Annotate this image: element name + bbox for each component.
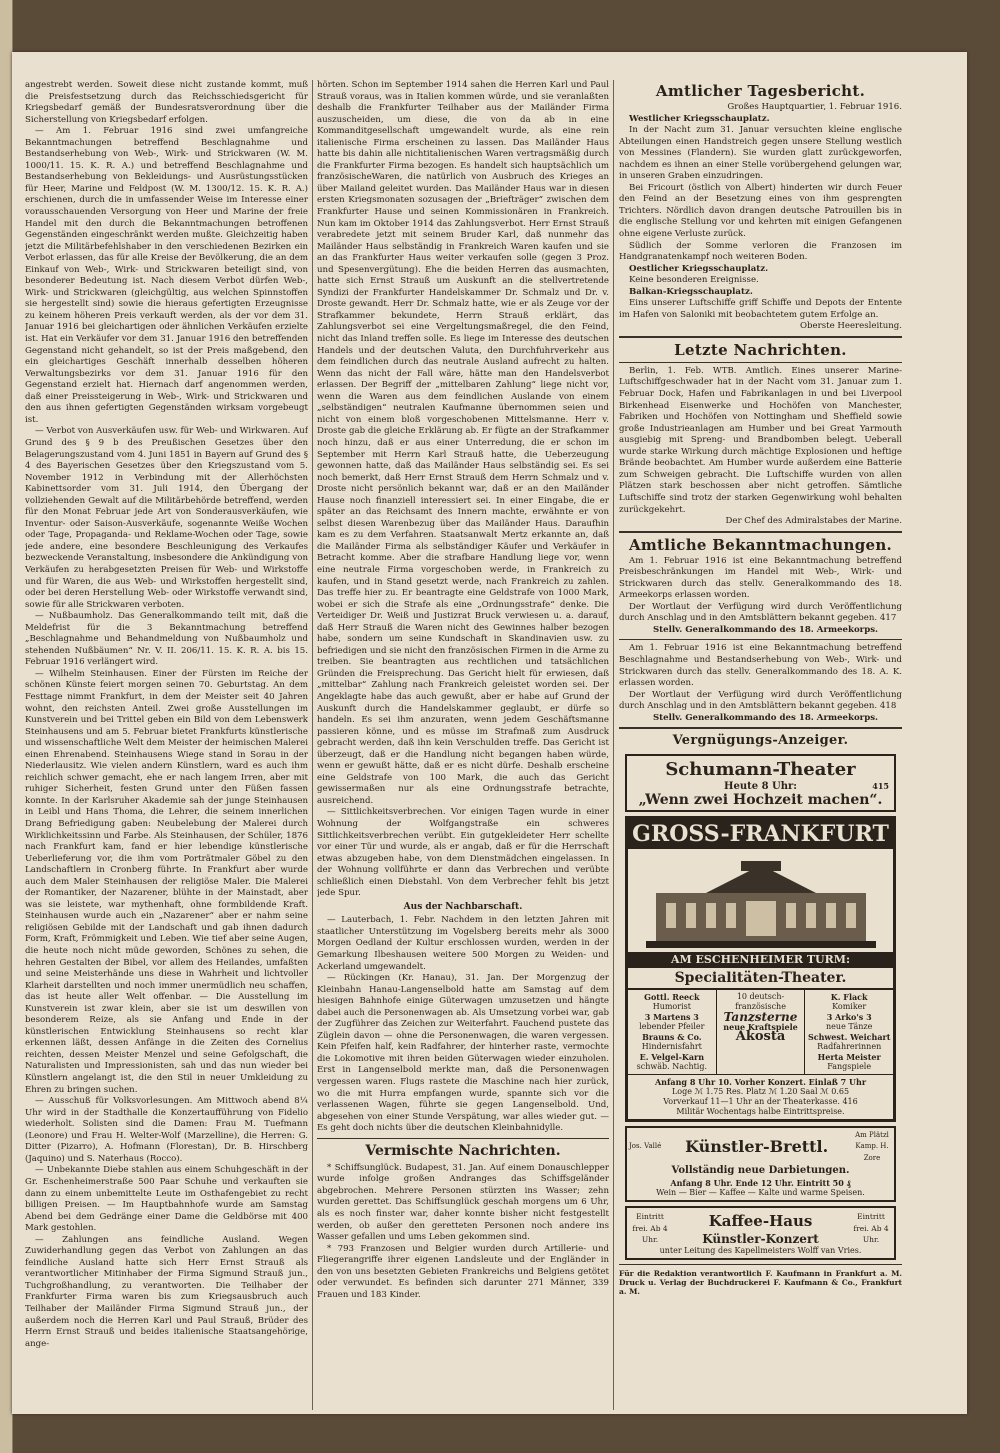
imprint: Für die Redaktion verantwortlich F. Kaufmann in Frankfurt a. M. Druck u. Verlag der Buchdruckerei F. Kaufmann & Co., Frankfurt a. M.	[619, 1269, 902, 1297]
ad-schumann-theater	[625, 754, 896, 812]
section-heading: Amtliche Bekanntmachungen.	[628, 535, 893, 554]
article-text: Keine besonderen Ereignisse.	[629, 275, 759, 286]
divider	[619, 531, 902, 533]
column-middle	[317, 80, 609, 1414]
article-text: — Unbekannte Diebe stahlen aus einem Schuhgeschäft in der Gr. Eschenheimerstraße 500 Paar Schuhe und verkauften sie dann zu einem unbemittelte Leute im Osthafengebiet zu recht billigen Preisen. — Im Hauptbahnhofe wurde am Samstag Abend bei dem Gedränge einer Dame die Geldbörse mit 400 Mark gestohlen.	[25, 1165, 308, 1234]
article-text: Südlich der Somme verloren die Franzosen im Handgranatenkampf noch weiteren Boden.	[619, 240, 902, 263]
ad-location: AM ESCHENHEIMER TURM:	[628, 952, 893, 968]
newspaper-page	[12, 52, 967, 1414]
act: Gottl. Reeck	[644, 991, 700, 1002]
ad-play: „Wenn zwei Hochzeit machen“.	[638, 791, 883, 808]
program-center	[717, 990, 806, 1074]
act-desc: lebender Pfeiler	[639, 1021, 705, 1031]
article-text: Berlin, 1. Feb. WTB. Amtlich. Eines unserer Marine-Luftschiffgeschwader hat in der Nacht vom 31. Januar zum 1. Februar Dock, Hafen und Fabrikanlagen in und bei Liverpool Birkenhead Eisenwerke und Hochöfen von Manchester, Fabriken und Hochöfen von Nottingham und Sheffield sowie große Industrieanlagen am Humber und bei Great Yarmouth ausgiebig mit Spreng- und Brandbomben belegt. Ueberall wurde starke Wirkung durch mächtige Explosionen und heftige Brände beobachtet. Am Humber wurde außerdem eine Batterie zum Schweigen gebracht. Die Luftschiffe wurden von allen Plätzen stark beschossen aber nicht getroffen. Sämtliche Luftschiffe sind trotz der starken Gegenwirkung wohl behalten zurückgekehrt.	[619, 365, 902, 515]
act-desc: 10 deutsch-französische	[735, 991, 786, 1011]
program-right	[805, 990, 893, 1074]
ad-subtitle: Künstler-Konzert	[702, 1232, 819, 1247]
notice-text: Am 1. Februar 1916 ist eine Bekanntmachung betreffend Preisbeschränkungen im Handel mit Web-, Wirk- und Strickwaren durch das stellv. Generalkommando des 18. Armeekorps erlassen worden.	[619, 555, 902, 601]
article-text: — Am 1. Februar 1916 sind zwei umfangreiche Bekanntmachungen betreffend Beschlagnahme und Bestandserhebung von Web-, Wirk- und Strickwaren (W. M. 1000/11. 15. K. R. A.) und betreffend Beschlagnahme und Bestandserhebung von Bekleidungs- und Ausrüstungsstücken für Heer, Marine und Feldpost (W. M. 1300/12. 15. K. R. A.) erschienen, durch die in umfassender Weise im Interesse einer vorausschauenden Versorgung von Heer und Marine der freie Handel mit den durch die Bekanntmachungen betroffenen Gegenständen eingeschränkt werden mußte. Gleichzeitig haben jetzt die Militärbefehlshaber in den verschiedenen Bezirken ein Verbot erlassen, das für alle Kreise der Bevölkerung, die an dem Einkauf von Web-, Wirk- und Strickwaren beteiligt sind, von besonderer Bedeutung ist. Nach diesem Verbot dürfen Web-, Wirk- und Strickwaren (gleichgültig, aus welchen Spinnstoffen sie hergestellt sind) sowie die hieraus gefertigten Erzeugnisse zu keinem höheren Preis verkauft werden, als der vor dem 31. Januar 1916 bei gleichartigen oder ähnlichen Verkäufen erzielte ist. Hat ein Verkäufer vor dem 31. Januar 1916 den betreffenden Gegenstand nicht gehandelt, so ist der Preis maßgebend, den ein gleichartiges Geschäft innerhalb desselben höheren Verwaltungsbezirks vor dem 31. Januar 1916 für den Gegenstand erzielt hat. Hiernach darf angenommen werden, daß einer Preissteigerung in Web-, Wirk- und Strickwaren und den aus ihnen gefertigten Gegenständen wirksam vorgebeugt ist.	[25, 126, 308, 425]
ad-military: Militär Wochentags halbe Eintrittspreise.	[676, 1106, 845, 1116]
article-text: — Sittlichkeitsverbrechen. Vor einigen Tagen wurde in einer Wohnung der Wolfgangstraße ein schweres Sittlichkeitsverbrechen verübt. Ein gutgekleideter Herr schellte vor einer Tür und wurde, als er angab, daß er für die Herrschaft etwas abzugeben habe, von dem Dienstmädchen eingelassen. In der Wohnung vollführte er dann das Verbrechen und verübte schließlich einen Diebstahl. Von dem Verbrecher fehlt bis jetzt jede Spur.	[317, 807, 609, 899]
ad-time-row	[630, 781, 891, 793]
ad-prices: Loge ℳ 1.75 Res. Platz ℳ 1.20 Saal ℳ 0.65	[671, 1086, 850, 1096]
article-text: — Zahlungen ans feindliche Ausland. Wegen Zuwiderhandlung gegen das Verbot von Zahlungen an das feindliche Ausland hatte sich Herr Ernst Strauß als verantwortlicher Mitinhaber der Firma Sigmund Strauß jun., Tuchgroßhandlung, zu verantworten. Die Teilhaber der Frankfurter Firma waren bis zum Kriegsausbruch auch Teilhaber der Mailänder Firma Sigmund Strauß jun., der außerdem noch die Herren Karl und Paul Strauß, Brüder des Herrn Ernst Strauß und beides italienische Staatsangehörige, ange-	[25, 1234, 308, 1349]
act: E. Velgel-Karn	[639, 1051, 705, 1062]
section-heading: Aus der Nachbarschaft.	[403, 901, 523, 912]
ad-kaffee-haus	[625, 1206, 896, 1260]
ad-presale: Vorverkauf 11—1 Uhr an der Theaterkasse. 416	[663, 1096, 858, 1106]
ad-title: Künstler-Brettl.	[685, 1137, 829, 1157]
act: Herta Meister	[817, 1051, 881, 1062]
act-desc: Fangspiele	[827, 1061, 872, 1071]
section-heading: Vermischte Nachrichten.	[365, 1142, 561, 1159]
notice-text: Der Wortlaut der Verfügung wird durch Veröffentlichung durch Anschlag und in den Amtsblättern bekannt gegeben. 418	[619, 689, 902, 712]
act: K. Flack	[830, 991, 868, 1002]
subheading: Balkan-Kriegsschauplatz.	[629, 286, 753, 297]
theater-building-icon	[646, 853, 876, 948]
ad-kuenstler-brettl	[625, 1126, 896, 1203]
ad-title: Schumann-Theater	[665, 759, 856, 781]
program-left	[628, 990, 717, 1074]
column-rule	[613, 80, 614, 1410]
notice-text: Der Wortlaut der Verfügung wird durch Veröffentlichung durch Anschlag und in den Amtsblättern bekannt gegeben. 417	[619, 601, 902, 624]
act: Brauns & Co.	[642, 1031, 702, 1042]
act: Akosta	[735, 1028, 786, 1044]
column-left	[25, 80, 308, 1414]
article-text: Eins unserer Luftschiffe griff Schiffe und Depots der Entente im Hafen von Saloniki mit beobachtetem gutem Erfolge an.	[619, 298, 902, 320]
column-rule	[312, 80, 313, 1410]
article-text: — Lauterbach, 1. Febr. Nachdem in den letzten Jahren mit staatlicher Unterstützung im Vogelsberg bereits mehr als 3000 Morgen Oedland der Kultur erschlossen wurden, werden in der Gemarkung Ilbeshausen weitere 500 Morgen zu Weiden- und Ackerland umgewandelt.	[317, 915, 609, 972]
subheading: Oestlicher Kriegsschauplatz.	[629, 263, 769, 274]
article-text: — Nußbaumholz. Das Generalkommando teilt mit, daß die Meldefrist für die 3 Bekanntmachung betreffend „Beschlagnahme und Behandmeldung von Nußbaumholz und stehenden Nußbäumen“ Nr. V. II. 206/11. 15. K. R. A. bis 15. Februar 1916 verlängert wird.	[25, 611, 308, 668]
divider	[619, 336, 902, 338]
divider	[317, 1138, 609, 1139]
act-desc: schwäb. Nachtig.	[636, 1061, 708, 1071]
ad-subtitle: Specialitäten-Theater.	[628, 968, 893, 990]
notice-text: Am 1. Februar 1916 ist eine Bekanntmachung betreffend Beschlagnahme und Bestandserhebung von Web-, Wirk- und Strickwaren durch das stellv. Generalkommando des 18. A. K. erlassen worden.	[619, 643, 902, 689]
section-heading: Vergnügungs-Anzeiger.	[672, 733, 849, 749]
act: Schwest. Weichart	[807, 1031, 891, 1042]
program-grid	[628, 990, 893, 1074]
divider	[619, 639, 902, 640]
article-text: — Ausschuß für Volksvorlesungen. Am Mittwoch abend 8¼ Uhr wird in der Stadthalle die Konzertaufführung von Fidelio wiederholt. Solisten sind die Damen: Frau M. Tuefmann (Leonore) und Frau H. Welter-Wolf (Marzelline), die Herren: G. Ditter (Pizarro), A. Hofmann (Florestan), Dr. B. Hirschberg (Jaquino) und S. Naterhaus (Rocco).	[25, 1096, 308, 1164]
act: 3 Martens 3	[644, 1011, 699, 1022]
ad-title: Kaffee-Haus	[708, 1212, 813, 1231]
article-text: * 793 Franzosen und Belgier wurden durch Artillerie- und Fliegerangriffe ihrer eigenen Landsleute und der Engländer in den von uns besetzten Gebieten Frankreichs und Belgiens getötet oder verwundet. Es befinden sich darunter 271 Männer, 339 Frauen und 183 Kinder.	[317, 1243, 609, 1300]
notice-issuer: Stellv. Generalkommando des 18. Armeekorps.	[652, 712, 879, 723]
ad-title: GROSS-FRANKFURT	[628, 819, 893, 849]
ad-admission: Eintritt frei. Ab 4 Uhr.	[632, 1212, 668, 1245]
ad-admission: Eintritt frei. Ab 4 Uhr.	[853, 1212, 889, 1245]
ad-footer	[628, 1074, 893, 1119]
notice-issuer: Stellv. Generalkommando des 18. Armeekorps.	[652, 624, 879, 635]
section-heading: Amtlicher Tagesbericht.	[655, 82, 866, 100]
article-text: hörten. Schon im September 1914 sahen die Herren Karl und Paul Strauß voraus, was in Italien kommen würde, und sie veranlaßten deshalb die Frankfurter Teilhaber aus der Mailänder Firma auszuscheiden, um diese, die von da ab in eine Kommanditgesellschaft umgewandelt wurde, als eine rein italienische Firma erscheinen zu lassen. Das Mailänder Haus hatte bis dahin alle nichtitalienischen Waren vertragsmäßig durch die Frankfurter Firma bezogen. Es handelt sich hauptsächlich um französischeWaren, die natürlich von Ausbruch des Krieges an über Mailand geleitet wurden. Das Mailänder Haus war in diesen ersten Kriegsmonaten sozusagen der „Briefträger“ zwischen dem Frankfurter Hause und seinen Kommissionären in Frankreich. Nun kam im Oktober 1914 das Zahlungsverbot. Herr Ernst Strauß verabredete jetzt mit seinem Bruder Karl, daß nunmehr das Mailänder Haus selbständig in Frankreich Waren kaufen und sie an das Frankfurter Haus weiter verkaufen solle (gegen 3 Proz. und Spesenvergütung). Ehe die beiden Herren das ausmachten, hatte sich Ernst Strauß um Auskunft an die stellvertretende Syndizi der Frankfurter Handelskammer Dr. Schmalz und Dr. v. Droste gewandt. Herr Dr. Schmalz hatte, wie er als Zeuge vor der Strafkammer bekundete, Herrn Strauß erklärt, das Zahlungsverbot sei eine Vergeltungsmaßregel, die den Feind, nicht das Inland treffen solle. Es liege im Interesse des deutschen Handels und der deutschen Valuta, den Durchfuhrverkehr aus dem feindlichen durch das neutrale Ausland aufrecht zu halten. Wenn das nicht der Fall wäre, hätte man den Handelsverbot erlassen. Der Begriff der „mittelbaren Zahlung“ liege nicht vor, wenn die Waren aus dem feindlichen Auslande von einem „selbständigen“ neutralen Kaufmanne übernommen seien und nicht von einem bloß vorgeschobenen Mittelsmanne. Herr v. Droste gab die gleiche Erklärung ab. Er fügte an der Strafkammer noch hinzu, daß er aus einer Unterredung, die er schon im September mit Herrn Karl Strauß hatte, die Ueberzeugung gewonnen hatte, daß das Mailänder Haus selbständig sei. Es sei noch bemerkt, daß Herr Ernst Strauß dem Herrn Schmalz und v. Droste nicht persönlich bekannt war, daß er an den Mailänder Hause noch finanziell interessiert sei. In einer Eingabe, die er später an das Reichsamt des Innern machte, erwähnte er von selbst diesen Warenbezug über das Mailänder Haus. Daraufhin kam es zu dem Verfahren. Staatsanwalt Mertz erkannte an, daß die Mailänder Firma als selbständiger Käufer und Verkäufer in Betracht komme. Aber die strafbare Handlung liege vor, wenn eine neutrale Firma vorgeschoben werde, in Frankreich zu kaufen, und in Stand gesetzt werde, nach Frankreich zu zahlen. Das treffe hier zu. Er beantragte eine Geldstrafe von 1000 Mark, wobei er sich die Strafe als eine „Ordnungsstrafe“ denke. Die Verteidiger Dr. Weiß und Justizrat Bruck verwiesen u. a. darauf, daß Herr Strauß die Waren nicht des Gewinnes halber bezogen habe, sondern um seine Kundschaft in Skandinavien usw. zu befriedigen und sie nicht den französischen Firmen in die Arme zu treiben. Sie beantragten aus rechtlichen und tatsächlichen Gründen die Freisprechung. Das Gericht hielt für erwiesen, daß „mittelbar“ Zahlung nach Frankreich geleistet worden sei. Der Angeklagte habe das auch gewußt, aber er habe auf Grund der Auskunft durch die Handelskammer geglaubt, er dürfe so handeln. Es sei ihm anzuraten, wenn jedem Geschäftsmanne passieren könne, und es müsse im Strafmaß zum Ausdruck gebracht werden, daß ihn kein Verschulden treffe. Das Gericht ist überzeugt, daß er die Handlung nicht begangen haben würde, wenn er gewußt hätte, daß er es nicht dürfe. Deshalb erscheine eine Geldstrafe von 100 Mark, die auch das Gericht gewissermaßen nur als eine Ordnungsstrafe betrachte, ausreichend.	[317, 80, 609, 806]
article-text: Bei Fricourt (östlich von Albert) hinderten wir durch Feuer den Feind an der Besetzung eines von ihm gesprengten Trichters. Nördlich davon drangen deutsche Patrouillen bis in die englische Stellung vor und kehrten mit einigen Gefangenen ohne eigene Verluste zurück.	[619, 182, 902, 240]
article-text: angestrebt werden. Soweit diese nicht zustande kommt, muß die Preisfestsetzung durch das Reichsschiedsgericht für Kriegsbedarf gemäß der Bundesratsverordnung über die Sicherstellung von Kriegsbedarf erfolgen.	[25, 80, 308, 125]
article-text: — Wilhelm Steinhausen. Einer der Fürsten im Reiche der schönen Künste feiert morgen seinen 70. Geburtstag. An dem Festtage nimmt Frankfurt, in dem der Meister seit 40 Jahren wohnt, den reichsten Anteil. Zwei große Ausstellungen im Kunstverein und bei Trittel geben ein Bild von dem Lebenswerk Steinhausens und am 5. Februar bietet Frankfurts künstlerische und wissenschaftliche Welt dem Meister der heimischen Malerei einen Ehrenabend. Steinhausens Wiege stand in Sorau in der Niederlausitz. Wie vielen andern Künstlern, ward es auch ihm reichlich schwer gemacht, ehe er nach langem Irren, aber mit ruhiger Sicherheit, festen Grund unter den Füßen fassen konnte. In der Karlsruher Akademie sah der junge Steinhausen in Leibl und Hans Thoma, die Lehrer, die seinem innerlichen Drang Befriedigung gaben: Neubelebung der Malerei durch Wirklichkeitssinn und Farbe. Als Steinhausen, der Schüler, 1876 nach Frankfurt kam, fand er hier lebendige künstlerische Ueberlieferung vor, die ihm vom Porträtmaler Göbel zu den Landschaftlern in Cronberg führte. In Frankfurt aber wurde auch dem Maler Steinhausen der religiöse Maler. Die Malerei der Romantiker, der Nazarener, blühte in der Mainstadt, aber was sie leistete, war mythenhaft, ohne formbildende Kraft. Steinhausen wurde auch ein „Nazarener“ aber er nahm seine religiösen Gebilde mit der Landschaft und gab ihnen dadurch Form, Kraft, Frömmigkeit und Leben. Wie tief aber seine Augen, die heute noch nicht müde geworden, Schönes zu sehen, die hehren Gestalten der Bibel, vor allem des Heilandes, umfaßten und seine Meisterhände uns diese in Wahrheit und lichtvoller Klarheit darstellten und noch immer unermüdlich neu schaffen, das ist heute aller Welt offenbar. — Die Ausstellung im Kunstverein ist zwar klein, aber sie ist um deswillen von besonderem Reize, als sie Anfang und Ende in der künstlerischen Entwicklung Steinhausens so recht klar erkennen läßt, dessen Anfänge in die Zeiten des Cornelius reichten, dessen Meister Menzel und seine Gefolgschaft, die Naturalisten und Impressionisten, sah und das nun wieder bei Künstlern angelangt ist, die den Stil in neuer Umkleidung zu Ehren zu bringen suchen.	[25, 668, 308, 1095]
dateline: Großes Hauptquartier, 1. Februar 1916.	[727, 102, 902, 112]
ad-number: 415	[872, 781, 889, 792]
subheading: Westlicher Kriegsschauplatz.	[629, 113, 770, 124]
act: Tanzsterne	[723, 1009, 798, 1024]
article-text: In der Nacht zum 31. Januar versuchten kleine englische Abteilungen einen Handstreich gegen unsere Stellung westlich von Messines (Flandern). Sie wurden glatt zurückgeworfen, nachdem es ihnen an einer Stelle vorübergehend gelungen war, in unseren Graben einzudringen.	[619, 125, 902, 182]
column-right	[619, 80, 902, 1414]
theater-building-illustration	[646, 853, 876, 948]
article-text: * Schiffsunglück. Budapest, 31. Jan. Auf einem Donauschlepper wurde infolge großen Andranges das Schiffsgeländer abgebrochen. Mehrere Personen stürzten ins Wasser; zehn wurden gerettet. Das Schiffsunglück geschah morgens um 6 Uhr, als es noch finster war, daher konnte bisher nicht festgestellt werden, ob außer den geretteten Personen noch andere ins Wasser gefallen und ums Leben gekommen sind.	[317, 1162, 609, 1243]
divider	[619, 362, 902, 363]
act-desc: Humorist	[652, 1001, 691, 1011]
ad-subtitle: Vollständig neue Darbietungen.	[671, 1165, 850, 1177]
ad-gross-frankfurt	[625, 816, 896, 1122]
act: neue Kraftspiele	[723, 1021, 798, 1032]
ad-location: Am Plätzl Kamp. H. Zore	[855, 1130, 889, 1162]
signature: Oberste Heeresleitung.	[799, 321, 902, 332]
article-text: — Rückingen (Kr. Hanau), 31. Jan. Der Morgenzug der Kleinbahn Hanau-Langenselbold hatte am Samstag auf dem hiesigen Bahnhofe einige Güterwagen umzusetzen und hängte dabei auch die Personenwagen ab. Als Umsetzung vorbei war, gab der Zugführer das Zeichen zur Weiterfahrt. Fauchend pustete das Züglein davon — ohne die Personenwagen, die waren vergessen. Kein Pfeifen half, kein Radfahrer, der hinterher raste, vermochte die Lokomotive mit ihren beiden Güterwagen wieder einzuholen. Erst in Langenselbold merkte man, daß die Personenwagen vergessen waren. Flugs rastete die Maschine nach hier zurück, wo die mit Hurra empfangen wurde, spannte sich vor die verlassenen Wagen, führte sie gegen Langenselbold. Und, abgesehen von einer Stunde Verspätung, war alles wieder gut. — Es geht doch nichts über die deutschen Kleinbahnidylle.	[317, 973, 609, 1134]
article-text: — Verbot von Ausverkäufen usw. für Web- und Wirkwaren. Auf Grund des § 9 b des Preußischen Gesetzes über den Belagerungszustand vom 4. Juni 1851 in Bayern auf Grund des § 4 des Bayerischen Gesetzes über den Kriegszustand vom 5. November 1912 in Verbindung mit der Allerhöchsten Kabinettsorder vom 31. Juli 1914, den Übergang der vollziehenden Gewalt auf die Militärbehörde betreffend, werden für den Monat Februar jede Art von Sonderausverkäufen, wie Inventur- oder Saison-Ausverkäufe, sogenannte Weiße Wochen oder Tage, Propaganda- und Reklame-Wochen oder Tage, sowie jede andere, eine besondere Beschleunigung des Verkaufes bezweckende Veranstaltung, insbesondere die Ankündigung von Verkäufen zu herabgesetzten Preisen für Web- und Wirkstoffe und für Waren, die aus Web- und Wirkstoffen hergestellt sind, oder bei deren Herstellung Web- oder Wirkstoffe verwandt sind, sowie für alle Strickwaren verboten.	[25, 426, 308, 610]
act-desc: Radfahrerinnen	[817, 1041, 882, 1051]
divider	[619, 1264, 902, 1265]
ad-times: Anfang 8 Uhr. Ende 12 Uhr. Eintritt 50 ₰	[670, 1178, 851, 1189]
ad-time: Heute 8 Uhr:	[724, 781, 797, 793]
signature: Der Chef des Admiralstabes der Marine.	[725, 516, 902, 527]
act-desc: neue Tänze	[826, 1021, 873, 1031]
section-heading: Letzte Nachrichten.	[674, 340, 847, 359]
act: 3 Arko's 3	[826, 1011, 872, 1022]
act-desc: Hindernisfahrt	[641, 1041, 702, 1051]
act-desc: Komiker	[832, 1001, 867, 1011]
divider	[619, 727, 902, 729]
ad-times: Anfang 8 Uhr 10. Vorher Konzert. Einlaß 7 Uhr	[654, 1076, 867, 1087]
ad-leader: unter Leitung des Kapellmeisters Wolff van Vries.	[659, 1246, 862, 1256]
ad-owner: Jos. Vallé	[629, 1142, 662, 1151]
ad-menu: Wein — Bier — Kaffee — Kalte und warme Speisen.	[656, 1188, 865, 1198]
